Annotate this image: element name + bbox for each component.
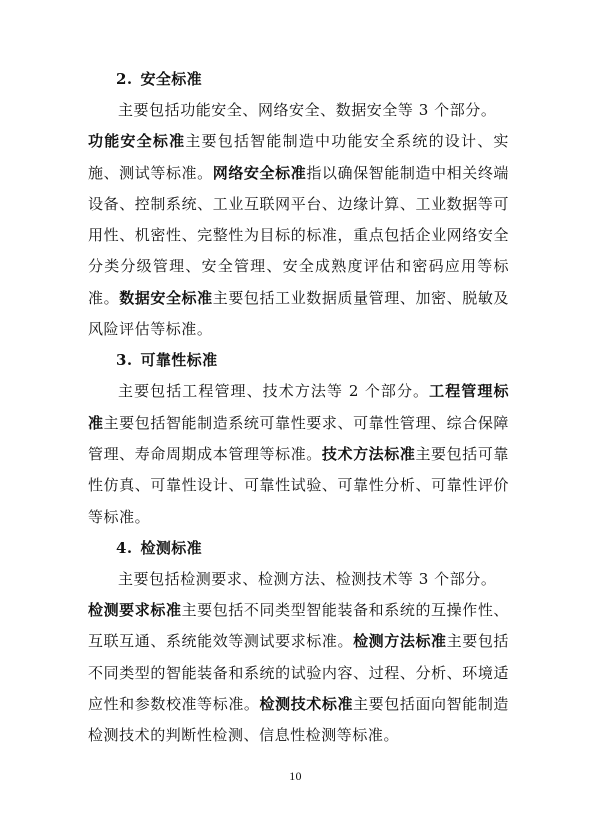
section-title: 可靠性标准 xyxy=(140,351,218,370)
section-heading xyxy=(88,533,509,564)
section-intro-text: 主要包括工程管理、技术方法等 2 个部分。 xyxy=(118,382,430,401)
standard-description: 主要包括不同类型智能装备和系统的互操作性、互联互通、系统能效等测试要求标准。 xyxy=(88,601,509,651)
standard-description: 主要包括可靠性仿真、可靠性设计、可靠性试验、可靠性分析、可靠性评价等标准。 xyxy=(88,444,509,526)
section-title: 安全标准 xyxy=(140,70,203,88)
section-number: 3. xyxy=(116,351,133,370)
section-reliability-standards xyxy=(88,345,509,532)
standard-description: 主要包括不同类型的智能装备和系统的试验内容、过程、分析、环境适应性和参数校准等标准。 xyxy=(88,632,509,714)
standard-term: 网络安全标准 xyxy=(212,163,307,182)
standard-term: 技术方法标准 xyxy=(321,444,416,463)
standard-term: 功能安全标准 xyxy=(88,132,186,151)
section-intro-paragraph xyxy=(88,95,509,126)
page-number: 10 xyxy=(289,769,302,783)
section-number: 4. xyxy=(116,538,133,557)
section-intro-text: 主要包括检测要求、检测方法、检测技术等 3 个部分。 xyxy=(118,569,497,588)
section-combined-paragraph xyxy=(88,376,509,532)
section-number: 2. xyxy=(116,70,133,88)
standard-description: 主要包括智能制造系统可靠性要求、可靠性管理、综合保障管理、寿命周期成本管理等标准。 xyxy=(88,413,509,463)
section-safety-standards xyxy=(88,64,509,345)
section-intro-text: 主要包括功能安全、网络安全、数据安全等 3 个部分。 xyxy=(118,101,497,119)
standard-description: 主要包括智能制造中功能安全系统的设计、实施、测试等标准。 xyxy=(88,132,509,182)
section-title: 检测标准 xyxy=(140,538,203,557)
section-heading xyxy=(88,345,509,376)
section-detail-paragraph xyxy=(88,126,509,345)
standard-term: 数据安全标准 xyxy=(119,288,213,307)
page-body xyxy=(88,64,509,752)
section-intro-paragraph xyxy=(88,564,509,595)
standard-term: 检测要求标准 xyxy=(88,601,182,620)
standard-description: 主要包括面向智能制造检测技术的判断性检测、信息性检测等标准。 xyxy=(88,695,509,745)
standard-description: 指以确保智能制造中相关终端设备、控制系统、工业互联网平台、边缘计算、工业数据等可用性、机密性、完整性为目标的标准，重点包括企业网络安全分类分级管理、安全管理、安全成熟度评估和密码应用等标准。 xyxy=(88,163,509,307)
section-detail-paragraph xyxy=(88,595,509,751)
section-testing-standards xyxy=(88,533,509,752)
standard-term: 工程管理标准 xyxy=(88,382,509,432)
standard-term: 检测方法标准 xyxy=(353,632,447,651)
standard-description: 主要包括工业数据质量管理、加密、脱敏及风险评估等标准。 xyxy=(88,288,509,339)
standard-term: 检测技术标准 xyxy=(259,695,354,714)
section-heading xyxy=(88,64,509,95)
